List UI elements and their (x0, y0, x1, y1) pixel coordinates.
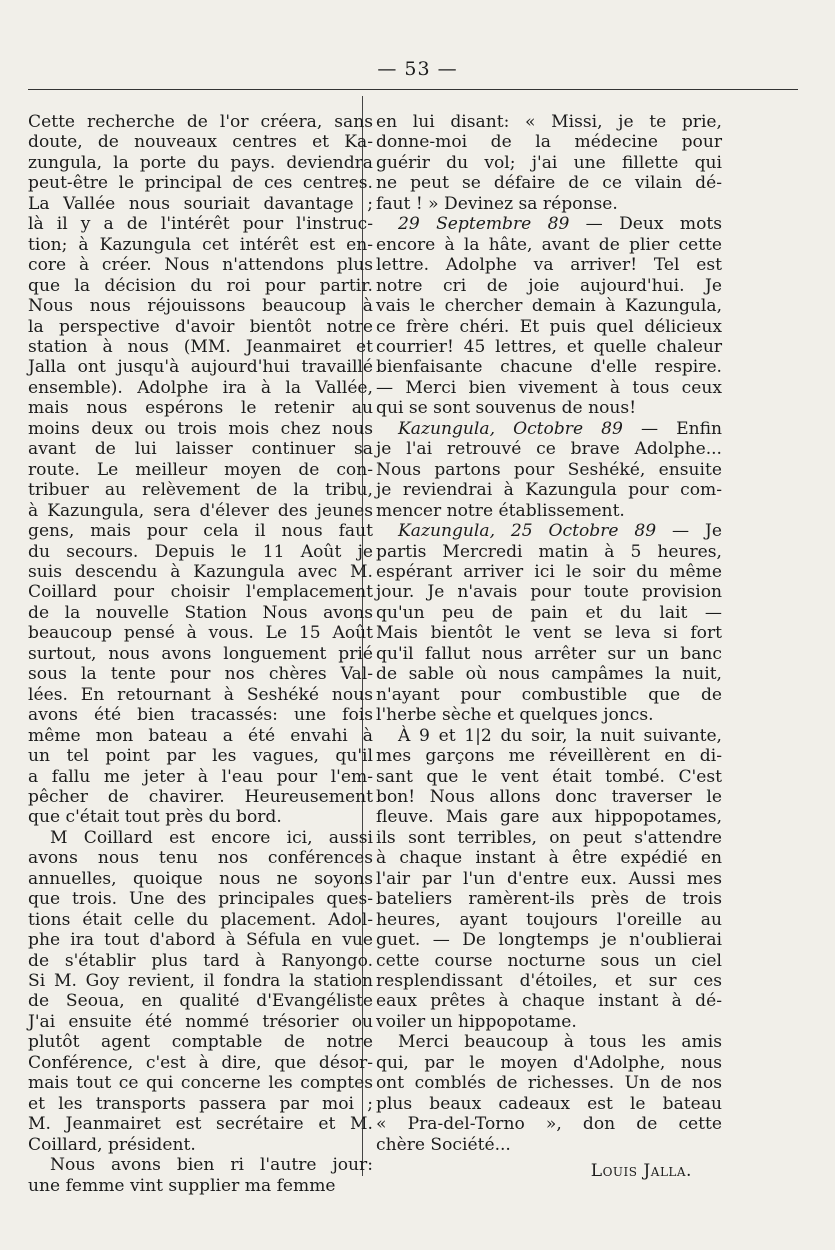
text-line: pêcher de chavirer. Heureusement (28, 786, 373, 807)
text-line: bon! Nous allons donc traverser le (376, 786, 722, 807)
text-line: core à créer. Nous n'attendons plus (28, 255, 373, 276)
text-line: gens, mais pour cela il nous faut (28, 521, 373, 542)
right-column (376, 112, 722, 1182)
text-line: partis Mercredi matin à 5 heures, (376, 541, 722, 562)
text-line: avons nous tenu nos conférences (28, 848, 373, 869)
dateline-rest: — Deux mots (569, 214, 723, 235)
paragraph (376, 419, 722, 521)
text-line: mencer notre établissement. (376, 500, 625, 521)
text-line: un tel point par les vagues, qu'il (28, 746, 373, 767)
text-line: de Seoua, en qualité d'Evangéliste (28, 991, 373, 1012)
text-line: faut ! » Devinez sa réponse. (376, 193, 618, 214)
text-line: qui, par le moyen d'Adolphe, nous (376, 1052, 722, 1073)
text-line: voiler un hippopotame. (376, 1011, 577, 1032)
text-line: bienfaisante chacune d'elle respire. (376, 357, 722, 378)
text-line: sant que le vent était tombé. C'est (376, 766, 722, 787)
text-line: avons été bien tracassés: une fois (28, 705, 373, 726)
text-line: ils sont terribles, on peut s'attendre (376, 827, 722, 848)
text-line: bateliers ramèrent-ils près de trois (376, 889, 722, 910)
text-line: espérant arriver ici le soir du même (376, 561, 722, 582)
text-line: Mais bientôt le vent se leva si fort (376, 623, 722, 644)
text-line: courrier! 45 lettres, et quelle chaleur (376, 336, 722, 357)
text-line: là il y a de l'intérêt pour l'instruc- (28, 214, 373, 235)
text-line: ne peut se défaire de ce vilain dé- (376, 173, 722, 194)
text-line: J'ai ensuite été nommé trésorier ou (28, 1011, 373, 1032)
text-line: Nous nous réjouissons beaucoup à (28, 296, 373, 317)
text-line: moins deux ou trois mois chez nous (28, 418, 373, 439)
text-line: chère Société... (376, 1134, 511, 1155)
text-line: eaux prêtes à chaque instant à dé- (376, 991, 722, 1012)
dateline: Kazungula, 25 Octobre 89 (398, 521, 657, 542)
text-line: surtout, nous avons longuement prié (28, 643, 373, 664)
text-line: que trois. Une des principales ques- (28, 889, 373, 910)
text-line: ensemble). Adolphe ira à la Vallée, (28, 377, 373, 398)
text-line: phe ira tout d'abord à Séfula en vue (28, 930, 373, 951)
text-line: — Merci bien vivement à tous ceux (376, 377, 722, 398)
text-line: beaucoup pensé à vous. Le 15 Août (28, 623, 373, 644)
text-line: doute, de nouveaux centres et Ka- (28, 132, 373, 153)
text-line: même mon bateau a été envahi à (28, 725, 373, 746)
text-line: M. Jeanmairet est secrétaire et M. (28, 1114, 373, 1135)
text-line: que la décision du roi pour partir. (28, 275, 373, 296)
paragraph (376, 1032, 722, 1155)
text-line: lettre. Adolphe va arriver! Tel est (376, 255, 722, 276)
text-line: suis descendu à Kazungula avec M. (28, 561, 373, 582)
text-line: station à nous (MM. Jeanmairet et (28, 336, 373, 357)
text-line: de s'établir plus tard à Ranyongo. (28, 950, 373, 971)
left-column (28, 112, 373, 1196)
text-line: qui se sont souvenus de nous! (376, 398, 637, 419)
text-line: heures, ayant toujours l'oreille au (376, 909, 722, 930)
text-line: à Kazungula, sera d'élever des jeunes (28, 500, 373, 521)
text-line: mais tout ce qui concerne les comptes (28, 1073, 373, 1094)
text-line: l'air par l'un d'entre eux. Aussi mes (376, 868, 722, 889)
dateline-rest: — Je (656, 521, 723, 542)
text-line: mais nous espérons le retenir au (28, 398, 373, 419)
text-line: notre cri de joie aujourd'hui. Je (376, 275, 722, 296)
text-line: fleuve. Mais gare aux hippopotames, (376, 807, 722, 828)
paragraph (376, 521, 722, 726)
paragraph (28, 112, 373, 828)
text-line: mes garçons me réveillèrent en di- (376, 746, 722, 767)
text-line: qu'un peu de pain et du lait — (376, 602, 722, 623)
text-line: que c'était tout près du bord. (28, 807, 282, 828)
text-line: l'herbe sèche et quelques joncs. (376, 705, 654, 726)
text-line (376, 419, 722, 439)
text-line: en lui disant: « Missi, je te prie, (376, 112, 722, 132)
page-number: — 53 — (377, 58, 458, 80)
dateline-rest: — Enfin (622, 418, 723, 439)
dateline: Kazungula, Octobre 89 (398, 418, 623, 439)
text-line: plutôt agent comptable de notre (28, 1032, 373, 1053)
text-line: jour. Je n'avais pour toute provision (376, 582, 722, 603)
text-line: M Coillard est encore ici, aussi (50, 827, 373, 848)
text-line: la perspective d'avoir bientôt notre (28, 316, 373, 337)
text-line: je l'ai retrouvé ce brave Adolphe... (376, 439, 722, 460)
text-line: Nous avons bien ri l'autre jour: (50, 1155, 373, 1176)
text-line: « Pra-del-Torno », don de cette (376, 1114, 722, 1135)
text-line: peut-être le principal de ces centres. (28, 173, 373, 194)
text-line: guet. — De longtemps je n'oublierai (376, 930, 722, 951)
text-line: Si M. Goy revient, il fondra la station (28, 971, 373, 992)
paragraph (28, 828, 373, 1155)
header-rule (28, 89, 798, 90)
text-line: zungula, la porte du pays. deviendra (28, 152, 373, 173)
dateline: 29 Septembre 89 (398, 214, 570, 235)
text-line: sous la tente pour nos chères Val- (28, 664, 373, 685)
text-line: guérir du vol; j'ai une fillette qui (376, 152, 722, 173)
paragraph (28, 1155, 373, 1196)
text-line: Conférence, c'est à dire, que désor- (28, 1052, 373, 1073)
text-line: Nous partons pour Seshéké, ensuite (376, 459, 722, 480)
signature: Louis Jalla. (590, 1161, 692, 1182)
text-line: qu'il fallut nous arrêter sur un banc (376, 643, 722, 664)
text-line: a fallu me jeter à l'eau pour l'em- (28, 766, 373, 787)
text-line: ont comblés de richesses. Un de nos (376, 1073, 722, 1094)
text-line: Coillard, président. (28, 1134, 196, 1155)
text-line: de sable où nous campâmes la nuit, (376, 664, 722, 685)
text-line (376, 214, 722, 234)
paragraph (376, 112, 722, 214)
text-line: tions était celle du placement. Adol- (28, 909, 373, 930)
text-line: de la nouvelle Station Nous avons (28, 602, 373, 623)
text-line: Jalla ont jusqu'à aujourd'hui travaillé (28, 357, 373, 378)
text-line: encore à la hâte, avant de plier cette (376, 234, 722, 255)
text-line (376, 521, 722, 541)
text-line: ce frère chéri. Et puis quel délicieux (376, 316, 722, 337)
text-line: Coillard pour choisir l'emplacement (28, 582, 373, 603)
text-line: une femme vint supplier ma femme (28, 1175, 336, 1196)
text-line: tion; à Kazungula cet intérêt est en- (28, 234, 373, 255)
text-line: plus beaux cadeaux est le bateau (376, 1093, 722, 1114)
text-line: je reviendrai à Kazungula pour com- (376, 480, 722, 501)
text-line: Merci beaucoup à tous les amis (398, 1032, 722, 1053)
text-line: lées. En retournant à Seshéké nous (28, 684, 373, 705)
text-line: à chaque instant à être expédié en (376, 848, 722, 869)
text-line: Cette recherche de l'or créera, sans (28, 112, 373, 132)
text-line: cette course nocturne sous un ciel (376, 950, 722, 971)
text-line: À 9 et 1|2 du soir, la nuit suivante, (398, 725, 722, 746)
text-line: route. Le meilleur moyen de con- (28, 459, 373, 480)
text-line: n'ayant pour combustible que de (376, 684, 722, 705)
text-line: du secours. Depuis le 11 Août je (28, 541, 373, 562)
text-line: annuelles, quoique nous ne soyons (28, 868, 373, 889)
text-line: avant de lui laisser continuer sa (28, 439, 373, 460)
text-line: vais le chercher demain à Kazungula, (376, 296, 722, 317)
paragraph (376, 726, 722, 1033)
paragraph (376, 214, 722, 419)
text-line: donne-moi de la médecine pour (376, 132, 722, 153)
text-line: et les transports passera par moi ; (28, 1093, 373, 1114)
text-line: resplendissant d'étoiles, et sur ces (376, 971, 722, 992)
text-line: tribuer au relèvement de la tribu, (28, 480, 373, 501)
text-line: La Vallée nous souriait davantage ; (28, 193, 373, 214)
